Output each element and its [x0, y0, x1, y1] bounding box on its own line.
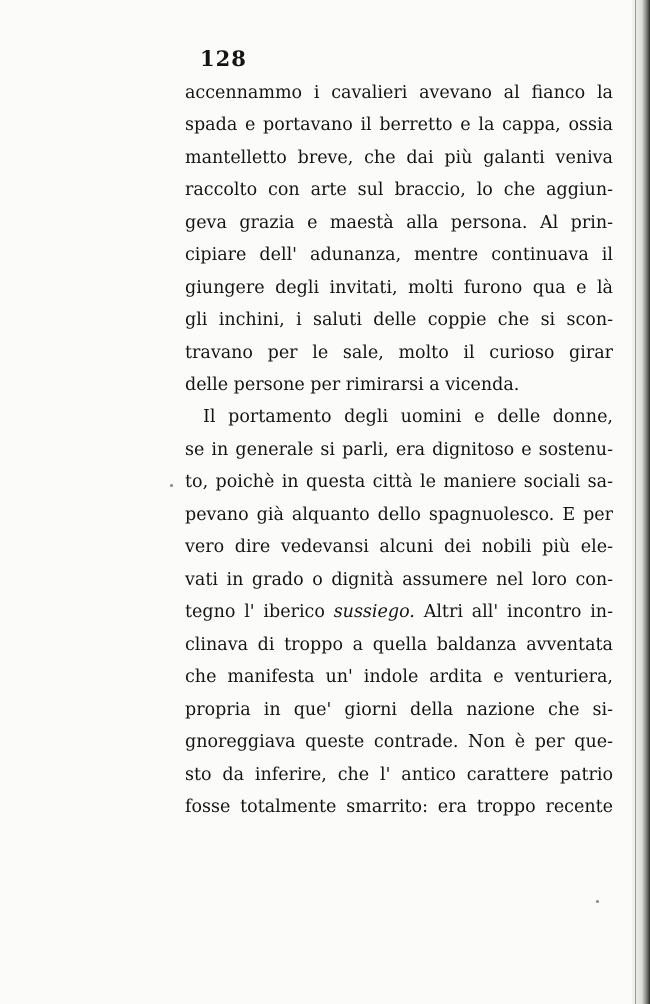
text-line: accennammo i cavalieri avevano al fianco la: [185, 83, 613, 103]
page-number: 128: [200, 46, 247, 71]
text-line: se in generale si parli, era dignitoso e sostenu-: [185, 440, 613, 460]
text-line: fosse totalmente smarrito: era troppo recente: [185, 797, 613, 817]
text-segment: Altri all' incontro in-: [423, 602, 613, 622]
text-line: gnoreggiava queste contrade. Non è per que-: [185, 732, 613, 752]
text-line: travano per le sale, molto il curioso girar: [185, 343, 613, 363]
text-line: propria in que' giorni della nazione che si-: [185, 700, 613, 720]
text-line: raccolto con arte sul braccio, lo che aggiun-: [185, 180, 613, 200]
text-line: cipiare dell' adunanza, mentre continuava il: [185, 245, 613, 265]
text-line: Il portamento degli uomini e delle donne,: [203, 407, 613, 427]
text-line: sto da inferire, che l' antico carattere patrio: [185, 765, 613, 785]
text-line: giungere degli invitati, molti furono qua e là: [185, 278, 613, 298]
text-segment: tegno l' iberico: [185, 602, 325, 622]
text-line: pevano già alquanto dello spagnuolesco. E per: [185, 505, 613, 525]
text-line: clinava di troppo a quella baldanza avventata: [185, 635, 613, 655]
text-line: gli inchini, i saluti delle coppie che si scon-: [185, 310, 613, 330]
text-line: vero dire vedevansi alcuni dei nobili più ele-: [185, 537, 613, 557]
text-line-mixed: [185, 597, 613, 627]
text-line: che manifesta un' indole ardita e venturiera,: [185, 667, 613, 687]
paper-speck: [170, 484, 173, 487]
text-line: vati in grado o dignità assumere nel loro con-: [185, 570, 613, 590]
text-line: delle persone per rimirarsi a vicenda.: [185, 375, 520, 395]
page-edge: [635, 0, 636, 1004]
text-line: spada e portavano il berretto e la cappa, ossia: [185, 115, 613, 135]
text-line: to, poichè in questa città le maniere sociali sa-: [185, 472, 613, 492]
paper-speck: [596, 900, 599, 903]
italic-word: sussiego.: [333, 602, 415, 622]
text-line: geva grazia e maestà alla persona. Al prin-: [185, 213, 613, 233]
text-line: mantelletto breve, che dai più galanti veniva: [185, 148, 613, 168]
